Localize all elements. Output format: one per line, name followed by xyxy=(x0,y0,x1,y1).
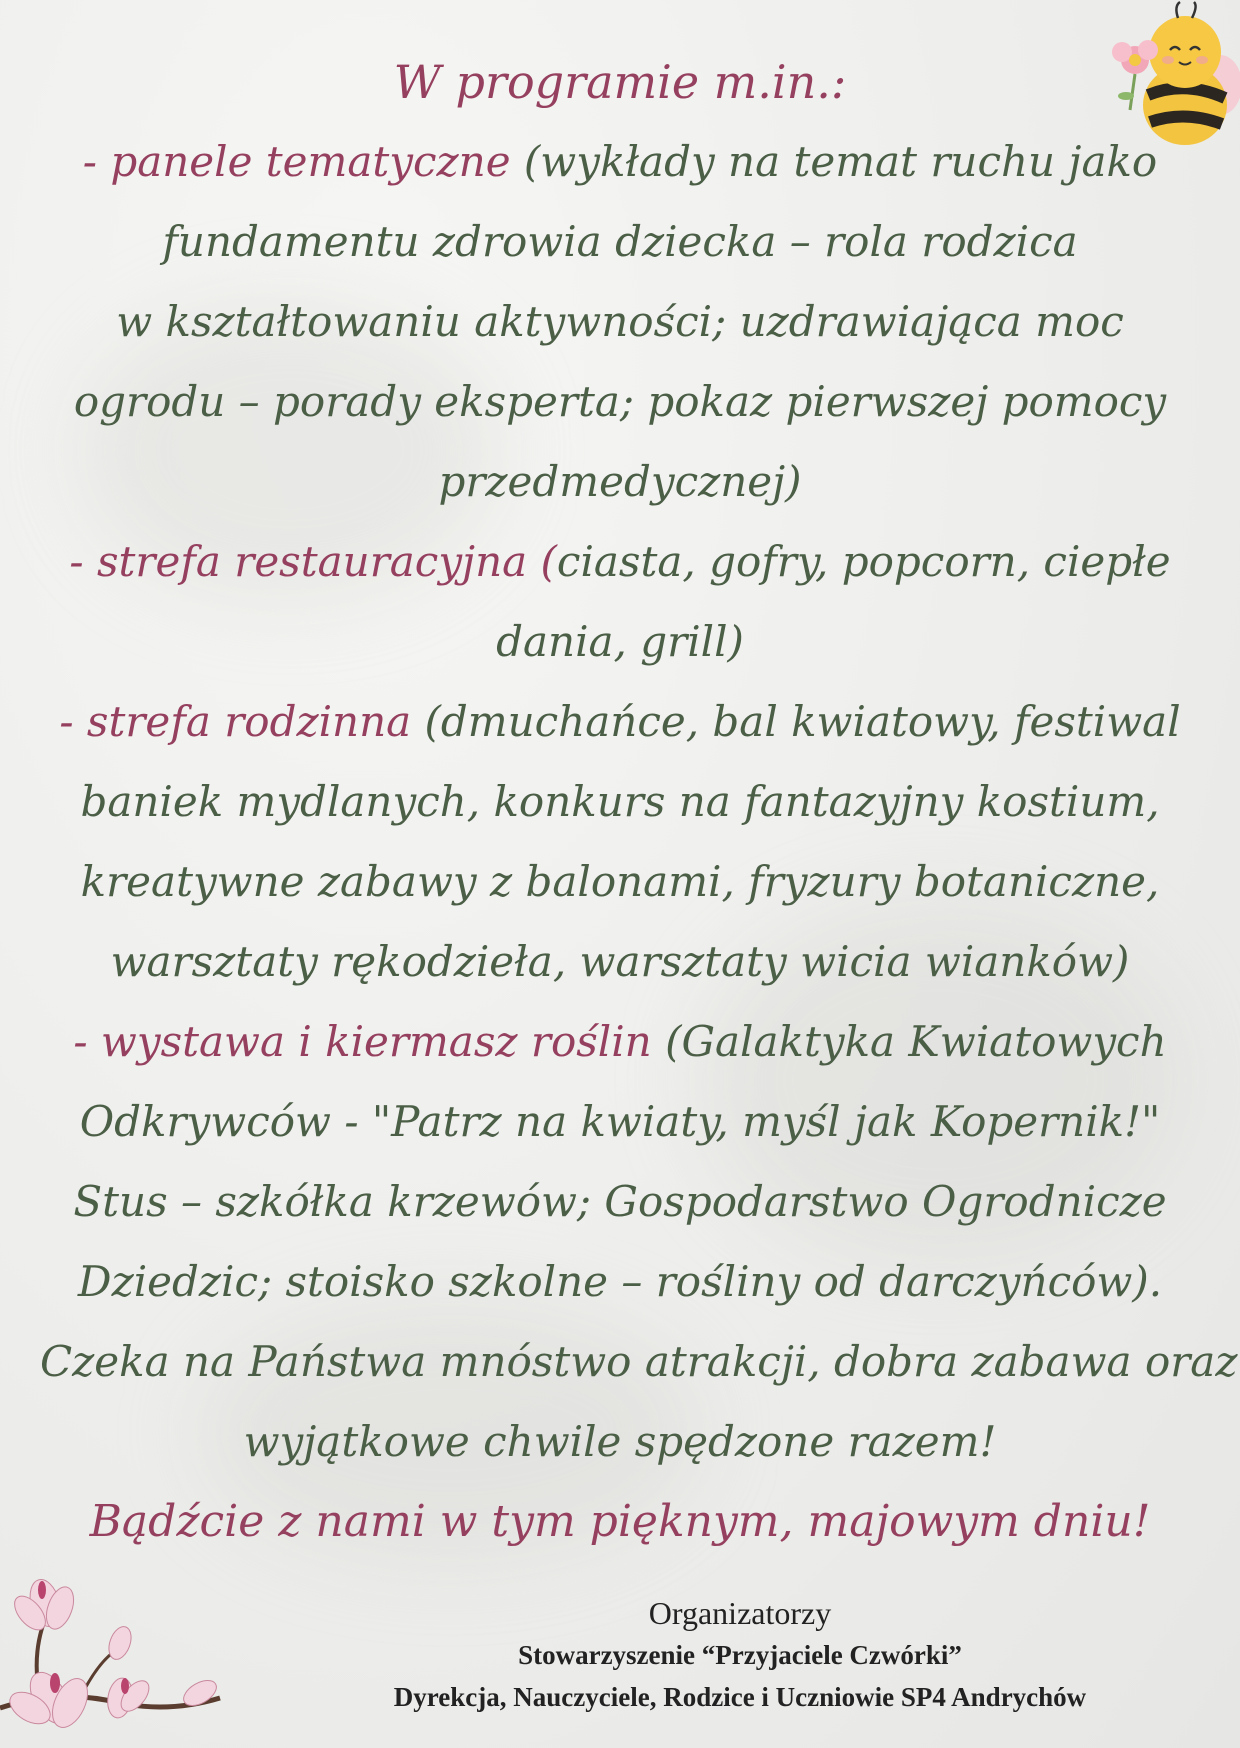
item-description: (dmuchańce, bal kwiatowy, festiwal xyxy=(411,697,1181,746)
item-prefix: - xyxy=(82,137,111,186)
item-description: Stus – szkółka krzewów; Gospodarstwo Ogrodnicze xyxy=(73,1177,1167,1226)
program-item-panels xyxy=(40,122,1200,202)
item-prefix: - xyxy=(69,537,97,586)
item-description: Odkrywców - "Patrz na kwiaty, myśl jak Kopernik!" xyxy=(79,1097,1161,1146)
closing-line: Bądźcie z nami w tym pięknym, majowym dniu! xyxy=(89,1496,1151,1547)
item-description: przedmedycznej) xyxy=(438,457,802,506)
item-description: dania, grill) xyxy=(496,617,744,666)
item-description: ogrodu – porady eksperta; pokaz pierwszej pomocy xyxy=(73,377,1167,426)
program-heading: W programie m.in.: xyxy=(393,55,847,109)
item-title: strefa rodzinna xyxy=(86,697,412,746)
program-item-restaurant xyxy=(40,522,1200,602)
item-description: fundamentu zdrowia dziecka – rola rodzica xyxy=(162,217,1078,266)
organizers-title: Organizatorzy xyxy=(648,1595,832,1631)
program-text xyxy=(40,42,1238,1562)
item-title: wystawa i kiermasz roślin xyxy=(100,1017,652,1066)
item-title: strefa restauracyjna ( xyxy=(96,537,557,586)
item-prefix: - xyxy=(73,1017,101,1066)
item-description: ciasta, gofry, popcorn, ciepłe xyxy=(556,537,1171,586)
item-description: w kształtowaniu aktywności; uzdrawiająca moc xyxy=(116,297,1124,346)
invitation-line: Czeka na Państwa mnóstwo atrakcji, dobra zabawa oraz xyxy=(40,1337,1238,1386)
item-description: warsztaty rękodzieła, warsztaty wicia wianków) xyxy=(110,937,1130,986)
program-item-family xyxy=(40,682,1200,762)
organizers-block xyxy=(250,1592,1230,1718)
item-prefix: - xyxy=(59,697,87,746)
item-description: (Galaktyka Kwiatowych xyxy=(651,1017,1167,1066)
program-item-plants xyxy=(40,1002,1200,1082)
item-description: baniek mydlanych, konkurs na fantazyjny kostium, xyxy=(80,777,1160,826)
invitation-line: wyjątkowe chwile spędzone razem! xyxy=(243,1417,997,1466)
organizer-school: Dyrekcja, Nauczyciele, Rodzice i Uczniowie SP4 Andrychów xyxy=(393,1682,1087,1712)
item-description: kreatywne zabawy z balonami, fryzury botaniczne, xyxy=(80,857,1160,906)
item-description: (wykłady na temat ruchu jako xyxy=(510,137,1158,186)
item-description: Dziedzic; stoisko szkolne – rośliny od darczyńców). xyxy=(77,1257,1163,1306)
organizer-association: Stowarzyszenie “Przyjaciele Czwórki” xyxy=(518,1640,962,1670)
item-title: panele tematyczne xyxy=(110,137,511,186)
